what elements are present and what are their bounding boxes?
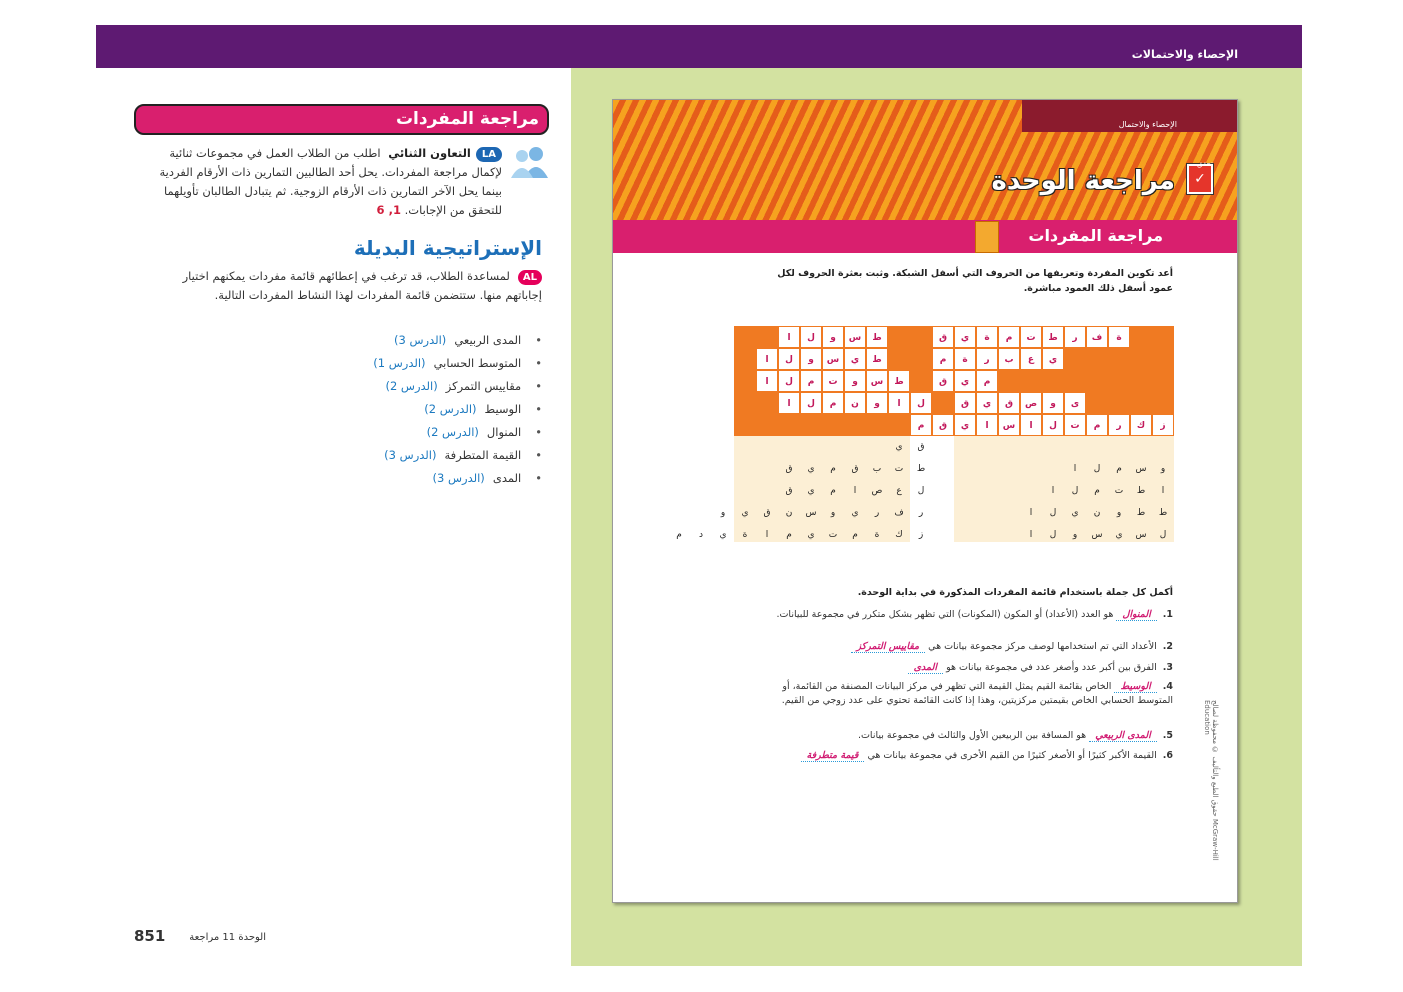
grid-cell [734,392,756,414]
grid-cell: ي [954,326,976,348]
scrambled-letter: ت [894,464,904,474]
question-2: 2.الأعداد التي تم استخدامها لوصف مركز مجموعة بيانات هي مقاييس التمركز [773,640,1173,654]
column-strip [1020,436,1042,542]
la-badge: LA [476,147,502,162]
footer-unit: الوحدة 11 مراجعة [189,932,266,943]
scrambled-letter: م [1116,464,1122,474]
list-item: • المتوسط الحسابي(الدرس 1) [300,353,542,376]
scrambled-letter: م [676,530,682,540]
scrambled-letter: ا [765,530,769,540]
grid-cell: ي [844,348,866,370]
scrambled-letter: ك [895,530,903,540]
grid-cell: ا [976,414,998,436]
checkmark-icon: ✓ [1187,164,1213,194]
grid-cell: ط [1042,326,1064,348]
grid-cell [910,348,932,370]
vocab-subhead [613,220,1237,253]
grid-cell: ن [844,392,866,414]
scrambled-letter: ر [918,508,924,518]
scrambled-letter: ا [1161,486,1165,496]
student-page [612,99,1238,903]
scrambled-letter: ب [872,464,882,474]
cooperative-note [140,144,550,220]
complete-title: أكمل كل جملة باستخدام قائمة المفردات المذكورة في بداية الوحدة. [857,587,1173,598]
grid-cell [888,348,910,370]
scrambled-letter: ز [918,530,924,540]
puzzle-grid [676,326,1174,542]
alternative-strategy-text [150,267,542,305]
column-strip [976,436,998,542]
grid-cell: س [822,348,844,370]
grid-cell: ي [976,392,998,414]
list-item: • القيمة المتطرفة(الدرس 3) [300,445,542,468]
grid-cell: ر [1064,326,1086,348]
grid-cell: س [866,370,888,392]
review-tag: تحقق [1197,160,1213,168]
list-item: • المدى الربيعي(الدرس 3) [300,330,542,353]
grid-cell: ف [1086,326,1108,348]
column-strip [756,436,778,542]
scrambled-letter: ي [895,442,903,452]
scrambled-letter: د [698,530,703,540]
scrambled-letter: ل [1049,508,1057,518]
grid-cell [822,414,844,436]
scrambled-letter: ق [851,464,859,474]
grid-cell [734,370,756,392]
grid-cell: ي [954,370,976,392]
grid-cell [1086,392,1108,414]
grid-cell [1130,348,1152,370]
scrambled-letter: ع [896,486,902,496]
grid-cell [1064,370,1086,392]
scrambled-letter: و [1116,508,1122,518]
grid-cell: ط [866,348,888,370]
grid-cell [1130,370,1152,392]
list-item: • المدى(الدرس 3) [300,468,542,491]
coop-text: اطلب من الطلاب العمل في مجموعات ثنائية لإكمال مراجعة المفردات. يحل أحد الطالبين التمارين ذات الأرقام الفردية بينما يحل الآخر التمارين ذات الأرقام الزوجية. ثم يتبادل الطالبان تأويلهما للتحقق من الإجابات. [159,146,502,217]
grid-cell [998,370,1020,392]
grid-cell: ل [800,326,822,348]
grid-cell: ي [1042,348,1064,370]
scrambled-letter: ط [1136,508,1146,518]
scrambled-letter: م [786,530,792,540]
student-header-small: الإحصاء والاحتمال [1118,120,1177,129]
grid-cell: ا [888,392,910,414]
grid-cell [1152,370,1174,392]
grid-cell [1108,348,1130,370]
vocab-review-banner-label: مراجعة المفردات [395,109,539,129]
top-bar [96,25,1302,68]
scrambled-letter: ق [763,508,771,518]
grid-cell [756,414,778,436]
grid-cell: ي [954,414,976,436]
grid-cell: ق [932,370,954,392]
scrambled-letter: ت [828,530,838,540]
grid-cell: ة [954,348,976,370]
scrambled-letter: ا [1029,508,1033,518]
grid-cell [778,414,800,436]
grid-cell: ل [778,348,800,370]
grid-cell: ى [1064,392,1086,414]
scrambled-letter: م [852,530,858,540]
grid-cell: م [932,348,954,370]
grid-cell: ق [932,326,954,348]
grid-cell: ق [932,414,954,436]
scrambled-letter: و [1160,464,1166,474]
grid-cell: ب [998,348,1020,370]
grid-cell: و [800,348,822,370]
grid-cell: ت [1064,414,1086,436]
grid-cell: ا [1020,414,1042,436]
grid-cell: م [910,414,932,436]
grid-cell [1152,392,1174,414]
puzzle-instructions: أعد تكوين المفردة وتعريفها من الحروف التي أسفل الشبكة. وثبت بعثرة الحروف لكل عمود أسفل ذلك العمود مباشرة. [777,268,1173,294]
scrambled-letter: ل [1093,464,1101,474]
grid-cell [932,392,954,414]
scrambled-letter: س [1091,530,1103,540]
grid-cell: ز [1152,414,1174,436]
grid-cell [1130,392,1152,414]
grid-cell: و [822,326,844,348]
grid-cell [734,348,756,370]
scrambled-letter: ي [851,508,859,518]
grid-cell: ق [998,392,1020,414]
scrambled-letter: ف [894,508,904,518]
page-number: 851 [134,927,166,945]
grid-cell: ر [976,348,998,370]
al-badge: AL [518,270,542,285]
grid-cell [734,414,756,436]
scrambled-letter: ي [807,486,815,496]
header-stripe [613,100,1237,220]
unit-review-title: مراجعة الوحدة [991,166,1175,196]
grid-cell [756,326,778,348]
grid-cell: ل [910,392,932,414]
grid-cell [1020,370,1042,392]
scrambled-letter: ا [1073,464,1077,474]
scrambled-letter: ي [1071,508,1079,518]
list-item: • المنوال(الدرس 2) [300,422,542,445]
grid-cell: ط [888,370,910,392]
grid-cell [910,370,932,392]
scrambled-letter: س [1135,530,1147,540]
scrambled-letter: ق [785,464,793,474]
grid-cell [1130,326,1152,348]
grid-cell [1152,348,1174,370]
grid-cell [888,326,910,348]
scrambled-letter: ا [1029,530,1033,540]
scrambled-letter: م [1094,486,1100,496]
grid-cell [1042,370,1064,392]
grid-cell: و [844,370,866,392]
list-item: • مقاييس التمركز(الدرس 2) [300,376,542,399]
scrambled-letter: ة [742,530,748,540]
grid-cell: ل [778,370,800,392]
grid-cell: م [822,392,844,414]
scrambled-letter: ي [807,464,815,474]
scrambled-letter: ر [874,508,880,518]
scrambled-letter: ن [785,508,793,518]
scrambled-letter: ا [853,486,857,496]
column-strip [954,436,976,542]
vocab-review-banner [134,104,549,135]
scrambled-letter: ط [1158,508,1168,518]
people-icon [508,144,550,180]
ell-reference: 1, 6 [376,203,401,217]
grid-cell [734,326,756,348]
grid-cell [1152,326,1174,348]
grid-cell: ع [1020,348,1042,370]
scrambled-letter: ق [785,486,793,496]
list-item: • الوسيط(الدرس 2) [300,399,542,422]
grid-cell: ا [756,370,778,392]
alt-text-body: لمساعدة الطلاب، قد ترغب في إعطائهم قائمة مفردات يمكنهم اختيار إجاباتهم منها. ستتضمن قائمة المفردات لهذا النشاط المفردات التالية. [182,269,542,302]
side-copyright: حقوق الطبع والتأليف © محفوظة لصالح McGraw-Hill Education [1203,700,1219,861]
grid-cell [1108,392,1130,414]
scrambled-letter: و [1072,530,1078,540]
scrambled-letter: ط [1136,486,1146,496]
column-strip [998,436,1020,542]
scrambled-letter: س [805,508,817,518]
coop-heading: التعاون الثنائي [388,146,471,160]
grid-cell: ل [1042,414,1064,436]
question-3: 3.الفرق بين أكبر عدد وأصغر عدد في مجموعة بيانات هو المدى [773,661,1173,675]
scrambled-letter: ق [917,442,925,452]
grid-cell: ت [822,370,844,392]
grid-cell [756,392,778,414]
scrambled-letter: و [720,508,726,518]
scrambled-letter: م [830,486,836,496]
column-strip [734,436,756,542]
grid-cell [844,414,866,436]
scrambled-letter: ي [719,530,727,540]
grid-cell [1086,370,1108,392]
vocab-term-list [300,330,542,491]
grid-cell [866,414,888,436]
grid-cell [1108,370,1130,392]
scrambled-letter: و [830,508,836,518]
section-title: الإحصاء والاحتمالات [1131,48,1238,61]
question-1: 1.المنوال هو العدد (الأعداد) أو المكون (المكونات) التي تظهر بشكل متكرر في مجموعة للبيانات. [776,609,1173,620]
grid-cell: ة [976,326,998,348]
vocab-subhead-label: مراجعة المفردات [1028,226,1163,245]
scrambled-letter: ص [871,486,883,496]
scrambled-letter: ة [874,530,880,540]
scrambled-letter: ي [741,508,749,518]
grid-cell [910,326,932,348]
grid-cell [1064,348,1086,370]
grid-cell: س [998,414,1020,436]
scrambled-letter: ل [1159,530,1167,540]
vocab-book-icon [975,221,999,253]
scrambled-letter: ي [1115,530,1123,540]
grid-cell: و [1042,392,1064,414]
scrambled-letter: ل [1071,486,1079,496]
grid-cell [800,414,822,436]
grid-cell: ا [778,392,800,414]
grid-cell: ر [1108,414,1130,436]
grid-cell: م [1086,414,1108,436]
scrambled-letter: ن [1093,508,1101,518]
grid-cell: ة [1108,326,1130,348]
scrambled-letter: ط [916,464,926,474]
grid-cell [1086,348,1108,370]
grid-cell: ت [1020,326,1042,348]
grid-cell: و [866,392,888,414]
scrambled-letter: ل [1049,530,1057,540]
grid-cell: ا [756,348,778,370]
question-6: 6.القيمة الأكبر كثيرًا أو الأصغر كثيرًا من القيم الأخرى في مجموعة بيانات هي قيمة متطرفة [773,749,1173,763]
scrambled-letter: ي [807,530,815,540]
header-dark-band [1022,100,1237,132]
grid-cell: ك [1130,414,1152,436]
grid-cell: م [998,326,1020,348]
grid-cell: م [976,370,998,392]
grid-cell: م [800,370,822,392]
question-5: 5.المدى الربيعي هو المسافة بين الربيعين الأول والثالث في مجموعة بيانات. [857,730,1173,741]
grid-cell: ل [800,392,822,414]
scrambled-letter: م [830,464,836,474]
question-4: 4.الوسيط الخاص بقائمة القيم يمثل القيمة التي تظهر في مركز البيانات المصنفة من القائمة، أو المتوسط الحسابي الخاص بقيمتين مركزيتين، وهذا إذا كانت القائمة تحتوي على عدد زوجي من القيم. [781,681,1173,706]
grid-cell: ا [778,326,800,348]
grid-cell [888,414,910,436]
grid-cell: ق [954,392,976,414]
grid-cell: س [844,326,866,348]
grid-cell: ص [1020,392,1042,414]
scrambled-letter: ا [1051,486,1055,496]
grid-cell: ط [866,326,888,348]
alternative-strategy-title: الإستراتيجية البديلة [353,236,542,260]
scrambled-letter: ت [1114,486,1124,496]
scrambled-letter: ل [917,486,925,496]
scrambled-letter: س [1135,464,1147,474]
